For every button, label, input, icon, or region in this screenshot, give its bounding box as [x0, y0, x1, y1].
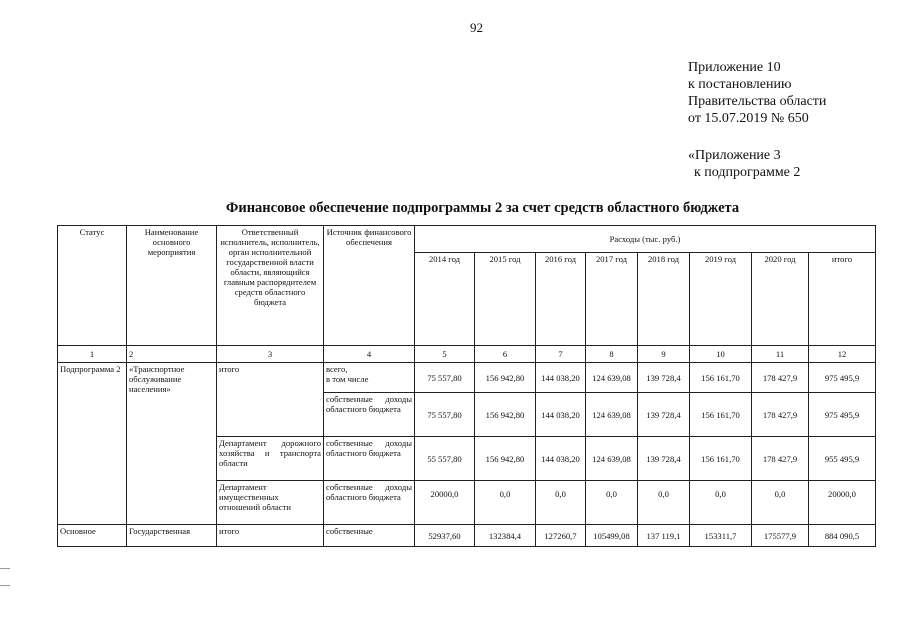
margin-mark [0, 585, 10, 586]
value-cell: 105499,08 [586, 525, 638, 547]
appendix-line: Приложение 10 [688, 60, 781, 75]
value-cell: 139 728,4 [638, 393, 690, 437]
header-year: 2015 год [475, 253, 536, 346]
header-name: Наименование основного мероприятия [127, 226, 217, 346]
page-number: 92 [470, 20, 483, 35]
appendix-line: Правительства области [688, 94, 827, 109]
value-cell: 178 427,9 [752, 437, 809, 481]
header-year: 2018 год [638, 253, 690, 346]
appendix-line: от 15.07.2019 № 650 [688, 111, 809, 126]
value-cell: 127260,7 [536, 525, 586, 547]
source-cell: собственные [324, 525, 415, 547]
header-year: 2020 год [752, 253, 809, 346]
value-cell: 156 161,70 [690, 363, 752, 393]
header-executor: Ответственный исполнитель, исполнитель, орган исполнительной государственной власти области, являющийся главным распорядителем средств областного бюджета [217, 226, 324, 346]
executor-cell: итого [217, 363, 324, 437]
value-cell: 124 639,08 [586, 437, 638, 481]
table-row [58, 363, 876, 393]
value-cell: 156 161,70 [690, 393, 752, 437]
value-cell: 137 119,1 [638, 525, 690, 547]
header-source: Источник финансового обеспечения [324, 226, 415, 346]
value-cell: 144 038,20 [536, 437, 586, 481]
value-cell: 178 427,9 [752, 393, 809, 437]
value-cell: 975 495,9 [809, 363, 876, 393]
value-cell: 124 639,08 [586, 393, 638, 437]
column-index-row [58, 346, 876, 363]
value-cell: 153311,7 [690, 525, 752, 547]
value-cell: 20000,0 [809, 481, 876, 525]
column-index: 7 [536, 346, 586, 363]
column-index: 11 [752, 346, 809, 363]
value-cell: 0,0 [690, 481, 752, 525]
status-cell: Основное [58, 525, 127, 547]
value-cell: 144 038,20 [536, 363, 586, 393]
activity-name-cell: Государственная [127, 525, 217, 547]
header-total: итого [809, 253, 876, 346]
value-cell: 975 495,9 [809, 393, 876, 437]
appendix-block [688, 59, 826, 127]
source-cell: собственные доходы областного бюджета [324, 481, 415, 525]
value-cell: 139 728,4 [638, 437, 690, 481]
header-expenses: Расходы (тыс. руб.) [415, 226, 876, 253]
value-cell: 75 557,80 [415, 393, 475, 437]
value-cell: 156 942,80 [475, 393, 536, 437]
column-index: 1 [58, 346, 127, 363]
header-year: 2014 год [415, 253, 475, 346]
executor-cell: Департамент имущественных отношений области [217, 481, 324, 525]
executor-cell: итого [217, 525, 324, 547]
value-cell: 178 427,9 [752, 363, 809, 393]
value-cell: 156 942,80 [475, 437, 536, 481]
value-cell: 0,0 [638, 481, 690, 525]
value-cell: 955 495,9 [809, 437, 876, 481]
value-cell: 0,0 [752, 481, 809, 525]
value-cell: 156 942,80 [475, 363, 536, 393]
activity-name-cell: «Транспортное обслуживание населения» [127, 363, 217, 525]
column-index: 2 [127, 346, 217, 363]
header-year: 2019 год [690, 253, 752, 346]
column-index: 8 [586, 346, 638, 363]
column-index: 3 [217, 346, 324, 363]
value-cell: 139 728,4 [638, 363, 690, 393]
column-index: 12 [809, 346, 876, 363]
value-cell: 0,0 [475, 481, 536, 525]
header-status: Статус [58, 226, 127, 346]
column-index: 5 [415, 346, 475, 363]
appendix2-line: «Приложение 3 [688, 148, 781, 163]
value-cell: 55 557,80 [415, 437, 475, 481]
value-cell: 156 161,70 [690, 437, 752, 481]
value-cell: 144 038,20 [536, 393, 586, 437]
source-cell: собственные доходы областного бюджета [324, 393, 415, 437]
value-cell: 52937,60 [415, 525, 475, 547]
executor-cell: Департамент дорожного хозяйства и транспорта области [217, 437, 324, 481]
financing-table [57, 225, 876, 547]
appendix2-line: к подпрограмме 2 [694, 165, 801, 180]
column-index: 10 [690, 346, 752, 363]
margin-mark [0, 568, 10, 569]
appendix-subprogram-block [688, 147, 800, 181]
table-row [58, 525, 876, 547]
value-cell: 0,0 [536, 481, 586, 525]
source-cell: всего, в том числе [324, 363, 415, 393]
source-cell: собственные доходы областного бюджета [324, 437, 415, 481]
column-index: 9 [638, 346, 690, 363]
value-cell: 884 090,5 [809, 525, 876, 547]
value-cell: 132384,4 [475, 525, 536, 547]
value-cell: 75 557,80 [415, 363, 475, 393]
column-index: 6 [475, 346, 536, 363]
appendix-line: к постановлению [688, 77, 792, 92]
header-year: 2017 год [586, 253, 638, 346]
header-year: 2016 год [536, 253, 586, 346]
status-cell: Подпрограмма 2 [58, 363, 127, 525]
value-cell: 175577,9 [752, 525, 809, 547]
value-cell: 0,0 [586, 481, 638, 525]
value-cell: 124 639,08 [586, 363, 638, 393]
value-cell: 20000,0 [415, 481, 475, 525]
document-title: Финансовое обеспечение подпрограммы 2 за счет средств областного бюджета [225, 200, 740, 216]
column-index: 4 [324, 346, 415, 363]
